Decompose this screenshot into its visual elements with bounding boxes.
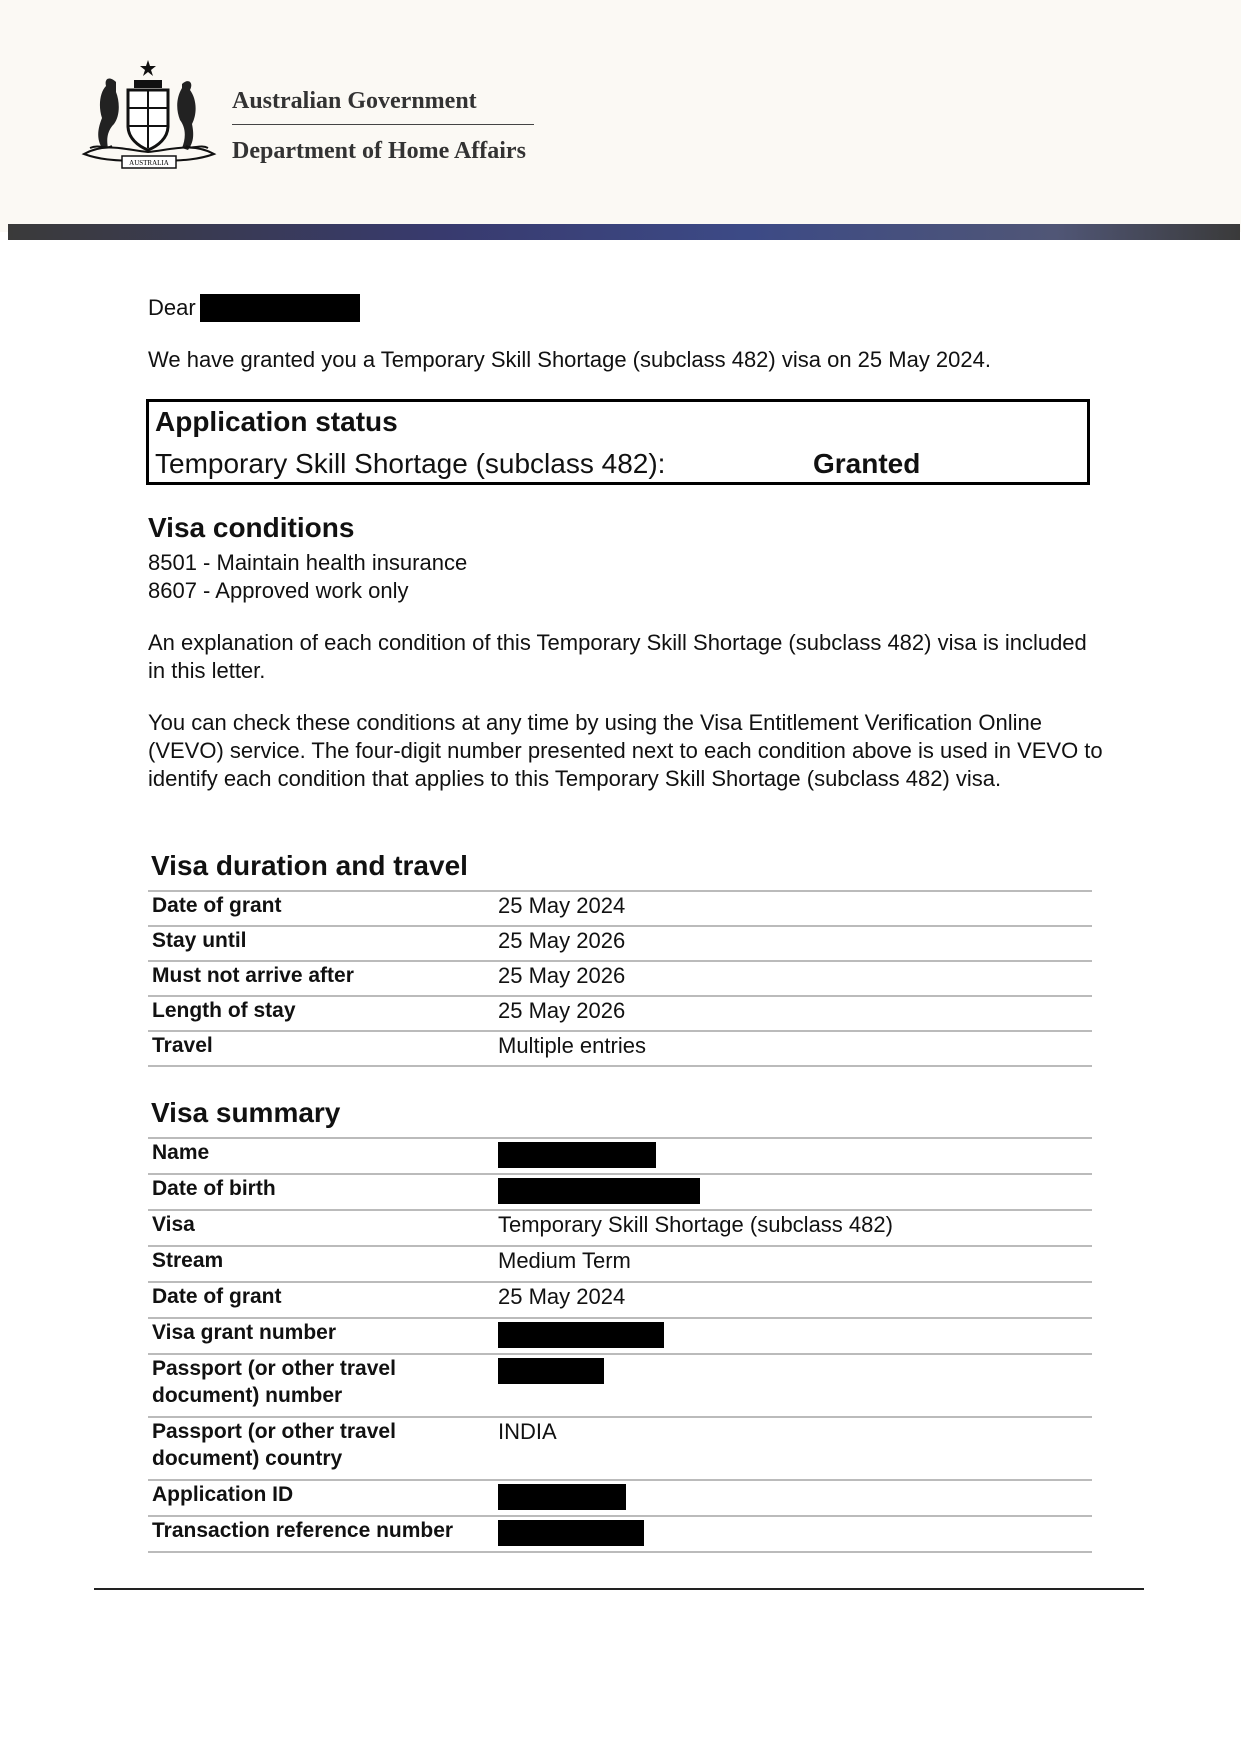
visa-summary-heading: Visa summary: [151, 1097, 341, 1128]
table-row: [148, 1247, 1092, 1283]
condition-item: 8607 - Approved work only: [148, 578, 409, 603]
vevo-note: You can check these conditions at any time by using the Visa Entitlement Verification Online (VEVO) service. The four-digit number presented next to each condition above is used in VEVO to identify each condition that applies to this Temporary Skill Shortage (subclass 482) visa.: [148, 710, 1103, 791]
row-label: Travel: [152, 1034, 213, 1057]
row-label: Date of grant: [152, 1285, 282, 1308]
table-row: [148, 1175, 1092, 1211]
application-status-box: [146, 399, 1090, 485]
row-label: Stay until: [152, 929, 247, 952]
table-row: [148, 1211, 1092, 1247]
table-row: [148, 1319, 1092, 1355]
row-label: Passport (or other travel document) country: [152, 1420, 396, 1470]
row-value: [498, 1355, 1092, 1416]
redacted-value: [498, 1322, 664, 1348]
row-value: [498, 1175, 1092, 1209]
intro-text: We have granted you a Temporary Skill Shortage (subclass 482) visa on 25 May 2024.: [148, 347, 991, 372]
row-value: INDIA: [498, 1419, 557, 1444]
row-value: 25 May 2026: [498, 963, 626, 988]
application-status-value: Granted: [813, 448, 921, 479]
table-row: [148, 1032, 1092, 1067]
row-value: [498, 1517, 1092, 1551]
redacted-value: [498, 1520, 644, 1546]
row-label: Name: [152, 1141, 210, 1164]
row-label: Length of stay: [152, 999, 296, 1022]
row-label: Passport (or other travel document) number: [152, 1357, 396, 1407]
footer-divider: [94, 1588, 1144, 1590]
redacted-value: [498, 1484, 626, 1510]
row-label: Stream: [152, 1249, 224, 1272]
application-status-visa: Temporary Skill Shortage (subclass 482):: [155, 448, 666, 479]
visa-conditions-heading: Visa conditions: [148, 512, 355, 543]
redacted-name: [200, 294, 360, 322]
condition-item: 8501 - Maintain health insurance: [148, 550, 468, 575]
redacted-value: [498, 1178, 700, 1204]
row-label: Must not arrive after: [152, 964, 354, 987]
row-label: Date of birth: [152, 1177, 276, 1200]
letterhead-divider: [232, 124, 534, 125]
application-status-title: Application status: [155, 406, 398, 437]
government-name: Australian Government: [232, 88, 477, 114]
visa-summary-table: [148, 1137, 1092, 1553]
duration-travel-table: [148, 890, 1092, 1067]
redacted-value: [498, 1142, 656, 1168]
redacted-value: [498, 1358, 604, 1384]
row-value: Medium Term: [498, 1248, 631, 1273]
crest-motto: AUSTRALIA: [129, 159, 169, 167]
row-label: Visa grant number: [152, 1321, 336, 1344]
row-value: 25 May 2024: [498, 893, 626, 918]
coat-of-arms-logo: [76, 58, 222, 170]
row-label: Visa: [152, 1213, 195, 1236]
table-row: [148, 1139, 1092, 1175]
row-value: Temporary Skill Shortage (subclass 482): [498, 1212, 893, 1237]
row-label: Transaction reference number: [152, 1519, 454, 1542]
row-value: [498, 1319, 1092, 1353]
row-value: 25 May 2024: [498, 1284, 626, 1309]
salutation-text: Dear: [148, 295, 196, 320]
table-row: [148, 1418, 1092, 1481]
row-value: 25 May 2026: [498, 998, 626, 1023]
table-row: [148, 962, 1092, 997]
header-band: [8, 224, 1240, 240]
table-row: [148, 927, 1092, 962]
row-value: 25 May 2026: [498, 928, 626, 953]
row-value: [498, 1481, 1092, 1515]
row-value: [498, 1139, 1092, 1173]
table-row: [148, 997, 1092, 1032]
visa-conditions-list: [148, 549, 467, 605]
table-row: [148, 1481, 1092, 1517]
table-row: [148, 1517, 1092, 1553]
conditions-explanation: An explanation of each condition of this Temporary Skill Shortage (subclass 482) visa is included in this letter.: [148, 630, 1087, 683]
department-name: Department of Home Affairs: [232, 138, 526, 164]
row-label: Date of grant: [152, 894, 282, 917]
table-row: [148, 1283, 1092, 1319]
table-row: [148, 892, 1092, 927]
duration-travel-heading: Visa duration and travel: [151, 850, 468, 881]
table-row: [148, 1355, 1092, 1418]
row-label: Application ID: [152, 1483, 294, 1506]
salutation: [148, 294, 360, 322]
row-value: Multiple entries: [498, 1033, 646, 1058]
letterhead: [0, 0, 1241, 232]
